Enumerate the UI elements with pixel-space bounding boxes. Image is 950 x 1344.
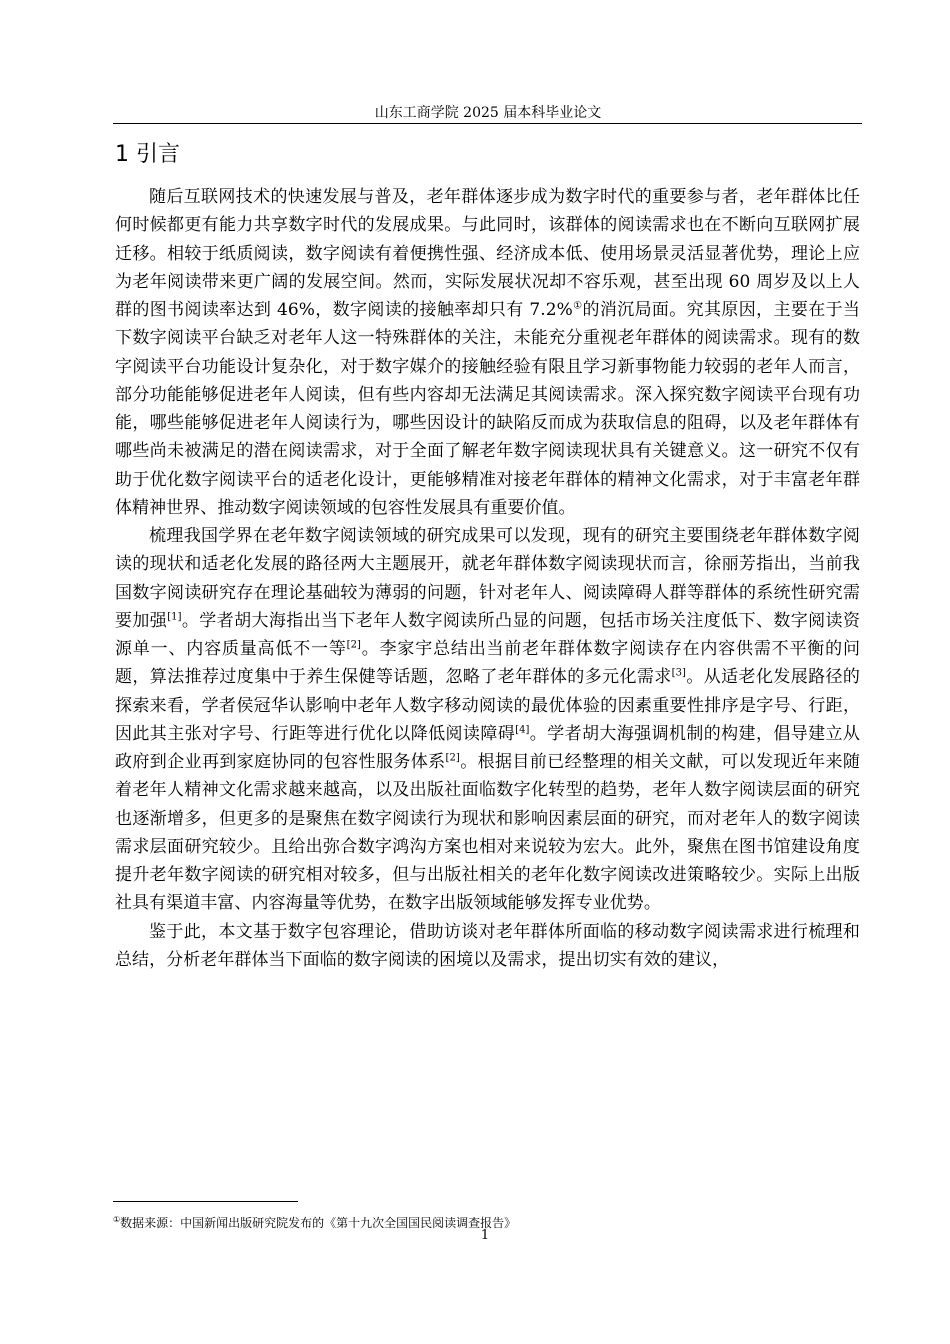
body-text	[115, 183, 860, 974]
citation-reference: [1]	[167, 611, 182, 623]
paragraph-text: 鉴于此，本文基于数字包容理论，借助访谈对老年群体所面临的移动数字阅读需求进行梳理和总结，分析老年群体当下面临的数字阅读的困境以及需求，提出切实有效的建议，	[115, 921, 860, 970]
citation-reference: [3]	[671, 667, 687, 679]
paragraph-text: 。从适老化发展路径的探索来看，学者侯冠华认影响中老年人数字移动阅读的最优体验的因素重要性排序是字号、行距，因此其主张对字号、行距等进行优化以降低阅读障碍	[115, 667, 860, 744]
paragraph-text: 梳理我国学界在老年数字阅读领域的研究成果可以发现，现有的研究主要围绕老年群体数字阅读的现状和适老化发展的路径两大主题展开，就老年群体数字阅读现状而言，徐丽芳指出，当前我国数字阅读研究存在理论基础较为薄弱的问题，针对老年人、阅读障碍人群等群体的系统性研究需要加强	[115, 526, 860, 631]
paragraph-text: 随后互联网技术的快速发展与普及，老年群体逐步成为数字时代的重要参与者，老年群体比任何时候都更有能力共享数字时代的发展成果。与此同时，该群体的阅读需求也在不断向互联网扩展迁移。相较于纸质阅读，数字阅读有着便携性强、经济成本低、使用场景灵活显著优势，理论上应为老年阅读带来更广阔的发展空间。然而，实际发展状况却不容乐观，甚至出现 60 周岁及以上人群的图书阅读率达到 46%，数字阅读的接触率却只有 7.2%	[115, 187, 860, 320]
citation-reference: [2]	[445, 752, 460, 764]
header-rule	[113, 123, 862, 124]
paragraph-1	[115, 183, 860, 522]
paragraph-3	[115, 918, 860, 975]
paragraph-text: 。学者胡大海强调机制的构建，倡导建立从政府到企业再到家庭协同的包容性服务体系	[115, 723, 860, 772]
citation-reference: [2]	[346, 639, 362, 651]
paragraph-2	[115, 522, 860, 918]
paragraph-text: 。学者胡大海指出当下老年人数字阅读所凸显的问题，包括市场关注度低下、数字阅读资源单一、内容质量高低不一等	[115, 610, 861, 659]
footnote-reference: ①	[572, 300, 583, 312]
footnote-text: 数据来源：中国新闻出版研究院发布的《第十九次全国国民阅读调查报告》	[120, 1216, 517, 1230]
paragraph-text: 。根据目前已经整理的相关文献，可以发现近年来随着老年人精神文化需求越来越高，以及出版社面临数字化转型的趋势，老年人数字阅读层面的研究也逐渐增多，但更多的是聚焦在数字阅读行为现状和影响因素层面的研究，而对老年人的数字阅读需求层面研究较少。且给出弥合数字鸿沟方案也相对来说较为宏大。此外，聚焦在图书馆建设角度提升老年数字阅读的研究相对较多，但与出版社相关的老年化数字阅读改进策略较少。实际上出版社具有渠道丰富、内容海量等优势，在数字出版领域能够发挥专业优势。	[115, 752, 860, 914]
section-heading: 1 引言	[115, 142, 180, 167]
paragraph-text: 。李家宇总结出当前老年群体数字阅读存在内容供需不平衡的问题，算法推荐过度集中于养生保健等话题，忽略了老年群体的多元化需求	[115, 639, 860, 688]
page-number: 1	[480, 1228, 490, 1243]
running-header: 山东工商学院 2025 届本科毕业论文	[374, 105, 602, 121]
paragraph-text: 的消沉局面。究其原因，主要在于当下数字阅读平台缺乏对老年人这一特殊群体的关注，未能充分重视老年群体的阅读需求。现有的数字阅读平台功能设计复杂化，对于数字媒介的接触经验有限且学习新事物能力较弱的老年人而言，部分功能能够促进老年人阅读，但有些内容却无法满足其阅读需求。深入探究数字阅读平台现有功能，哪些能够促进老年人阅读行为，哪些因设计的缺陷反而成为获取信息的阻碍，以及老年群体有哪些尚未被满足的潜在阅读需求，对于全面了解老年数字阅读现状具有关键意义。这一研究不仅有助于优化数字阅读平台的适老化设计，更能够精准对接老年群体的精神文化需求，对于丰富老年群体精神世界、推动数字阅读领域的包容性发展具有重要价值。	[115, 300, 860, 518]
citation-reference: [4]	[515, 724, 530, 736]
footnote-marker: ①	[113, 1215, 121, 1224]
footnote-rule	[113, 1201, 298, 1202]
